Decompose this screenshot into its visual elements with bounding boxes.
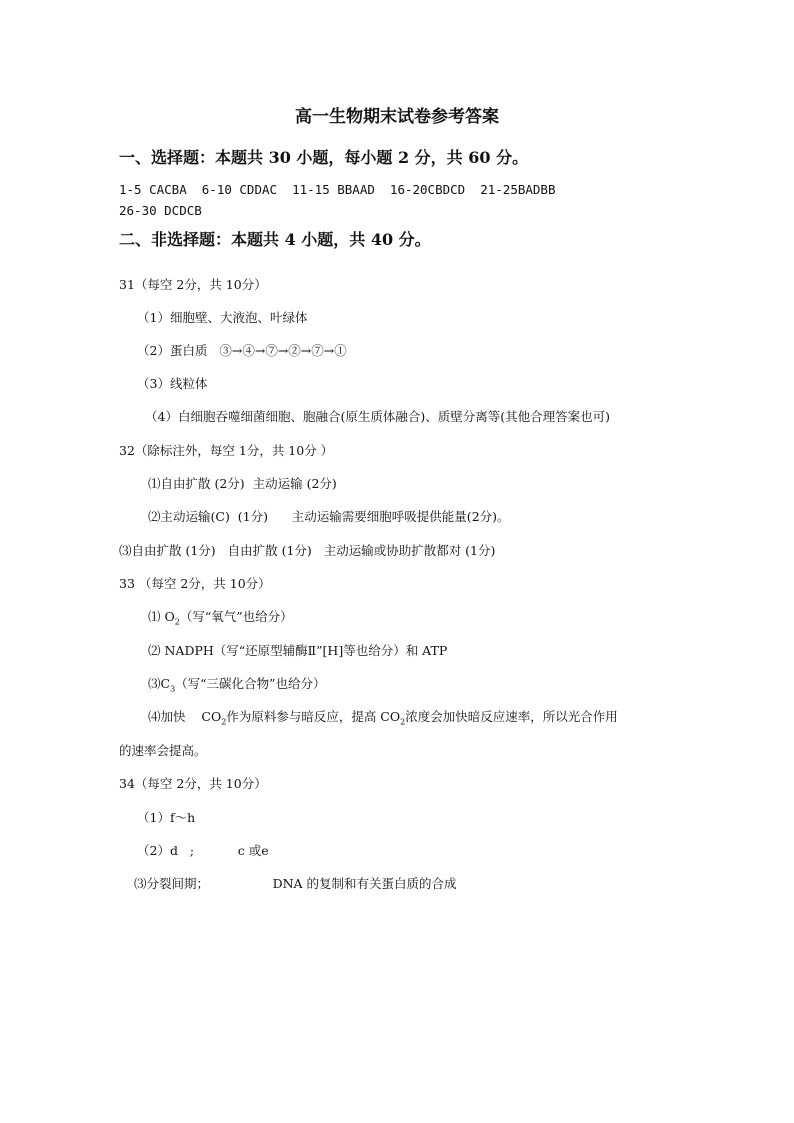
- section1-heading: 一、选择题：本题共 30 小题，每小题 2 分，共 60 分。: [119, 148, 529, 167]
- section2-heading: 二、非选择题：本题共 4 小题，共 40 分。: [119, 230, 431, 249]
- q34-answer-1: （1）f～h: [137, 810, 196, 825]
- q33-answer-4: ⑷加快 $CO_2$作为原料参与暗反应，提高 $CO_2$浓度会加快暗反应速率，所以光合作用: [148, 709, 618, 727]
- q31-answer-3: （3）线粒体: [137, 376, 208, 391]
- document-title: 高一生物期末试卷参考答案: [295, 107, 499, 127]
- q32-answer-1: ⑴自由扩散 (2分) 主动运输 (2分): [148, 476, 337, 491]
- q31-answer-2: （2）蛋白质 ③→④→⑦→②→⑦→①: [137, 343, 347, 358]
- q34-header: 34（每空 2分，共 10分）: [119, 776, 267, 791]
- q33-answer-4-continued: 的速率会提高。: [119, 743, 207, 758]
- q33-answer-3: $⑶C_3$（写“三碳化合物”也给分）: [148, 676, 326, 694]
- q33-answer-2: ⑵ NADPH（写“还原型辅酶Ⅱ”[H]等也给分）和 ATP: [148, 643, 448, 658]
- q32-header: 32（除标注外，每空 1分，共 10分 ）: [119, 443, 334, 458]
- q33-answer-1: ⑴ $O_2$（写“氧气”也给分）: [148, 609, 293, 627]
- q33-header: 33 （每空 2分，共 10分）: [119, 576, 271, 591]
- q31-answer-1: （1）细胞壁、大液泡、叶绿体: [137, 310, 308, 325]
- mc-answers-line2: 26-30 DCDCB: [119, 203, 202, 218]
- q34-answer-2: （2）d ; c 或e: [137, 843, 269, 858]
- mc-answers-line1: 1-5 CACBA 6-10 CDDAC 11-15 BBAAD 16-20CBDCD 21-25BADBB: [119, 182, 556, 197]
- q34-answer-3: ⑶分裂间期； DNA 的复制和有关蛋白质的合成: [134, 876, 457, 891]
- q32-answer-2: ⑵主动运输(C) (1分) 主动运输需要细胞呼吸提供能量(2分)。: [148, 509, 510, 524]
- q31-header: 31（每空 2分，共 10分）: [119, 277, 267, 292]
- q31-answer-4: （4）白细胞吞噬细菌细胞、胞融合(原生质体融合)、质壁分离等(其他合理答案也可): [145, 409, 610, 424]
- q32-answer-3: ⑶自由扩散 (1分) 自由扩散 (1分) 主动运输或协助扩散都对 (1分): [119, 543, 496, 558]
